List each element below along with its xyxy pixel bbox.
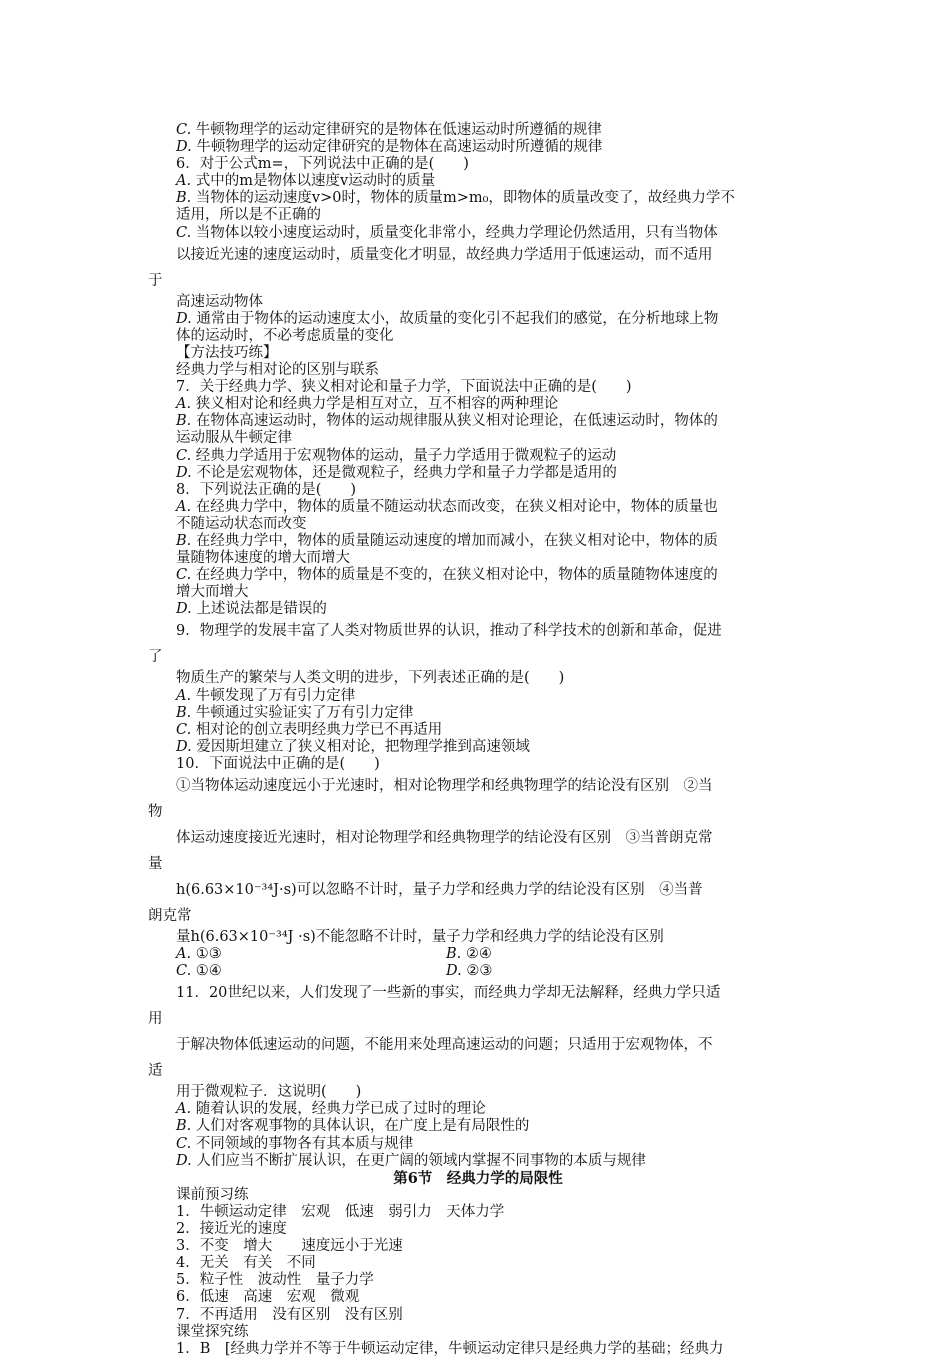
document-body	[148, 122, 808, 1358]
text-line	[148, 980, 808, 1006]
option-right	[446, 963, 492, 980]
option-left	[176, 946, 446, 963]
line-text: 不同领域的事物各有其本质与规律	[191, 1135, 414, 1152]
option-letter: A.	[176, 687, 192, 704]
text-line	[148, 294, 808, 311]
option-letter: D.	[176, 738, 192, 755]
line-text: 【方法技巧练】	[176, 344, 278, 361]
line-text: 式中的m是物体以速度v运动时的质量	[191, 173, 436, 190]
line-text: 量随物体速度的增大而增大	[176, 550, 350, 567]
text-line	[148, 1058, 808, 1084]
text-line	[148, 1153, 808, 1170]
answer-line: 7．不再适用 没有区别 没有区别	[176, 1306, 403, 1323]
option-letter: C.	[176, 447, 192, 464]
text-line	[148, 670, 808, 687]
section-title: 第6节 经典力学的局限性	[393, 1169, 563, 1187]
option-letter: D.	[176, 601, 192, 618]
line-text: 用于微观粒子．这说明( )	[176, 1084, 362, 1101]
text-line	[148, 362, 808, 379]
line-text: 用	[148, 1011, 163, 1028]
line-text: 爱因斯坦建立了狭义相对论，把物理学推到高速领域	[191, 738, 530, 755]
option-letter: C.	[176, 567, 192, 584]
text-line	[148, 739, 808, 756]
text-line	[148, 601, 808, 618]
option-letter: A.	[176, 173, 192, 190]
option-letter: B.	[176, 704, 192, 721]
line-text: 9．物理学的发展丰富了人类对物质世界的认识，推动了科学技术的创新和革命，促进	[176, 623, 722, 640]
text-line	[148, 396, 808, 413]
option-letter: D.	[176, 139, 192, 156]
line-text: 在物体高速运动时，物体的运动规律服从狭义相对论理论，在低速运动时，物体的	[191, 413, 718, 430]
text-line	[148, 225, 808, 242]
option-right	[446, 946, 492, 963]
option-letter: C.	[176, 122, 192, 138]
line-text: 体运动速度接近光速时，相对论物理学和经典物理学的结论没有区别 ③当普朗克常	[176, 830, 713, 846]
option-letter: A.	[176, 1101, 192, 1118]
line-text: 牛顿物理学的运动定律研究的是物体在高速运动时所遵循的规律	[191, 139, 603, 156]
text-line	[148, 1084, 808, 1101]
line-text: 当物体以较小速度运动时，质量变化非常小，经典力学理论仍然适用，只有当物体	[191, 224, 718, 241]
answer-line: 课堂探究练	[176, 1323, 249, 1340]
line-text: 相对论的创立表明经典力学已不再适用	[191, 721, 443, 738]
line-text: 体的运动时，不必考虑质量的变化	[176, 327, 394, 344]
text-line	[148, 430, 808, 447]
text-line	[148, 773, 808, 799]
option-letter: D.	[176, 1152, 192, 1169]
option-letter: B.	[446, 946, 462, 963]
line-text: 量h(6.63×10⁻³⁴J ·s)不能忽略不计时，量子力学和经典力学的结论没有区别	[176, 929, 664, 945]
line-text: 人们应当不断扩展认识，在更广阔的领域内掌握不同事物的本质与规律	[191, 1152, 646, 1169]
option-letter: B.	[176, 190, 192, 207]
text-line	[148, 122, 808, 139]
line-text: 适用，所以是不正确的	[176, 207, 321, 224]
text-line	[148, 413, 808, 430]
text-line	[148, 207, 808, 224]
line-text: 通常由于物体的运动速度太小，故质量的变化引不起我们的感觉，在分析地球上物	[191, 310, 719, 327]
option-letter: A.	[176, 498, 192, 515]
text-line	[148, 482, 808, 499]
text-line	[148, 345, 808, 362]
line-text: 以接近光速的速度运动时，质量变化才明显，故经典力学适用于低速运动，而不适用	[176, 246, 713, 263]
option-letter: D.	[446, 963, 462, 980]
text-line	[148, 644, 808, 670]
line-text: 了	[148, 649, 163, 666]
text-line	[148, 499, 808, 516]
text-line	[148, 533, 808, 550]
option-text: ①④	[191, 963, 222, 980]
line-text: 不论是宏观物体，还是微观粒子，经典力学和量子力学都是适用的	[191, 464, 617, 481]
option-letter: C.	[176, 721, 192, 738]
text-line	[148, 618, 808, 644]
text-line	[148, 1101, 808, 1118]
answer-line: 6．低速 高速 宏观 微观	[176, 1289, 360, 1306]
line-text: 高速运动物体	[176, 293, 263, 310]
text-line	[148, 550, 808, 567]
line-text: 在经典力学中，物体的质量是不变的，在狭义相对论中，物体的质量随物体速度的	[191, 567, 718, 584]
line-text: ①当物体运动速度远小于光速时，相对论物理学和经典物理学的结论没有区别 ②当	[176, 778, 713, 794]
line-text: 物	[148, 804, 163, 820]
line-text: 在经典力学中，物体的质量不随运动状态而改变，在狭义相对论中，物体的质量也	[191, 498, 718, 515]
line-text: 增大而增大	[176, 584, 249, 601]
answer-line: 2．接近光的速度	[176, 1221, 287, 1238]
text-line	[148, 877, 808, 903]
line-text: 随着认识的发展，经典力学已成了过时的理论	[191, 1101, 486, 1118]
text-line	[148, 465, 808, 482]
answer-key	[148, 1187, 808, 1358]
option-row	[148, 946, 808, 963]
text-line	[148, 516, 808, 533]
line-text: 11．20世纪以来，人们发现了一些新的事实，而经典力学却无法解释，经典力学只适	[176, 985, 721, 1002]
option-letter: C.	[176, 963, 192, 980]
line-text: h(6.63×10⁻³⁴J·s)可以忽略不计时，量子力学和经典力学的结论没有区别 ④当普	[176, 882, 703, 898]
text-line	[148, 584, 808, 601]
text-line	[148, 311, 808, 328]
answer-line: 3．不变 增大 速度远小于光速	[176, 1238, 403, 1255]
option-letter: B.	[176, 413, 192, 430]
text-line	[148, 705, 808, 722]
line-text: 在经典力学中，物体的质量随运动速度的增加而减小，在狭义相对论中，物体的质	[191, 532, 718, 549]
text-line	[148, 268, 808, 294]
line-text: 8．下列说法正确的是( )	[176, 481, 357, 498]
line-text: 于	[148, 272, 163, 289]
line-text: 上述说法都是错误的	[191, 601, 327, 618]
line-text: 经典力学适用于宏观物体的运动，量子力学适用于微观粒子的运动	[191, 447, 617, 464]
text-line	[148, 799, 808, 825]
text-line	[148, 688, 808, 705]
line-text: 10．下面说法中正确的是( )	[176, 755, 380, 772]
option-row	[148, 963, 808, 980]
text-line	[148, 328, 808, 345]
answer-line: 1．B [经典力学并不等于牛顿运动定律，牛顿运动定律只是经典力学的基础；经典力	[176, 1340, 724, 1357]
answer-line: 课前预习练	[176, 1186, 249, 1203]
option-letter: B.	[176, 532, 192, 549]
text-line	[148, 756, 808, 773]
answer-line: 4．无关 有关 不同	[176, 1255, 316, 1272]
text-line	[148, 139, 808, 156]
answer-line: 5．粒子性 波动性 量子力学	[176, 1272, 374, 1289]
line-text: 运动服从牛顿定律	[176, 430, 292, 447]
text-line	[148, 1118, 808, 1135]
text-line	[148, 156, 808, 173]
line-text: 狭义相对论和经典力学是相互对立，互不相容的两种理论	[191, 396, 559, 413]
questions-6-10	[148, 122, 808, 946]
line-text: 量	[148, 856, 163, 872]
line-text: 7．关于经典力学、狭义相对论和量子力学，下面说法中正确的是( )	[176, 379, 632, 396]
line-text: 牛顿发现了万有引力定律	[191, 687, 356, 704]
text-line	[148, 242, 808, 268]
text-line	[148, 190, 808, 207]
text-line	[148, 1136, 808, 1153]
line-text: 牛顿通过实验证实了万有引力定律	[191, 704, 414, 721]
line-text: 于解决物体低速运动的问题，不能用来处理高速运动的问题；只适用于宏观物体，不	[176, 1037, 713, 1054]
line-text: 不随运动状态而改变	[176, 515, 307, 532]
option-letter: C.	[176, 224, 192, 241]
text-line	[148, 851, 808, 877]
option-text: ②④	[461, 946, 492, 963]
option-letter: C.	[176, 1135, 192, 1152]
option-letter: D.	[176, 310, 192, 327]
text-line	[148, 173, 808, 190]
option-letter: B.	[176, 1118, 192, 1135]
line-text: 经典力学与相对论的区别与联系	[176, 362, 379, 379]
text-line	[148, 722, 808, 739]
line-text: 6．对于公式m=，下列说法中正确的是( )	[176, 156, 469, 173]
line-text: 牛顿物理学的运动定律研究的是物体在低速运动时所遵循的规律	[191, 122, 602, 138]
text-line	[148, 825, 808, 851]
text-line	[148, 567, 808, 584]
question-10-options	[148, 946, 808, 980]
text-line	[148, 1032, 808, 1058]
line-text: 朗克常	[148, 908, 192, 924]
text-line	[148, 448, 808, 465]
line-text: 适	[148, 1063, 163, 1080]
text-line	[148, 1006, 808, 1032]
question-11	[148, 980, 808, 1169]
answer-line: 1．牛顿运动定律 宏观 低速 弱引力 天体力学	[176, 1203, 505, 1220]
text-line	[148, 929, 808, 946]
option-text: ②③	[461, 963, 493, 980]
option-letter: A.	[176, 396, 192, 413]
text-line	[148, 379, 808, 396]
text-line	[148, 903, 808, 929]
line-text: 当物体的运动速度v>0时，物体的质量m>m₀，即物体的质量改变了，故经典力学不	[191, 190, 735, 207]
option-letter: A.	[176, 946, 192, 963]
line-text: 物质生产的繁荣与人类文明的进步，下列表述正确的是( )	[176, 670, 565, 687]
option-left	[176, 963, 446, 980]
line-text: 人们对客观事物的具体认识，在广度上是有局限性的	[191, 1118, 530, 1135]
option-letter: D.	[176, 464, 192, 481]
option-text: ①③	[191, 946, 222, 963]
